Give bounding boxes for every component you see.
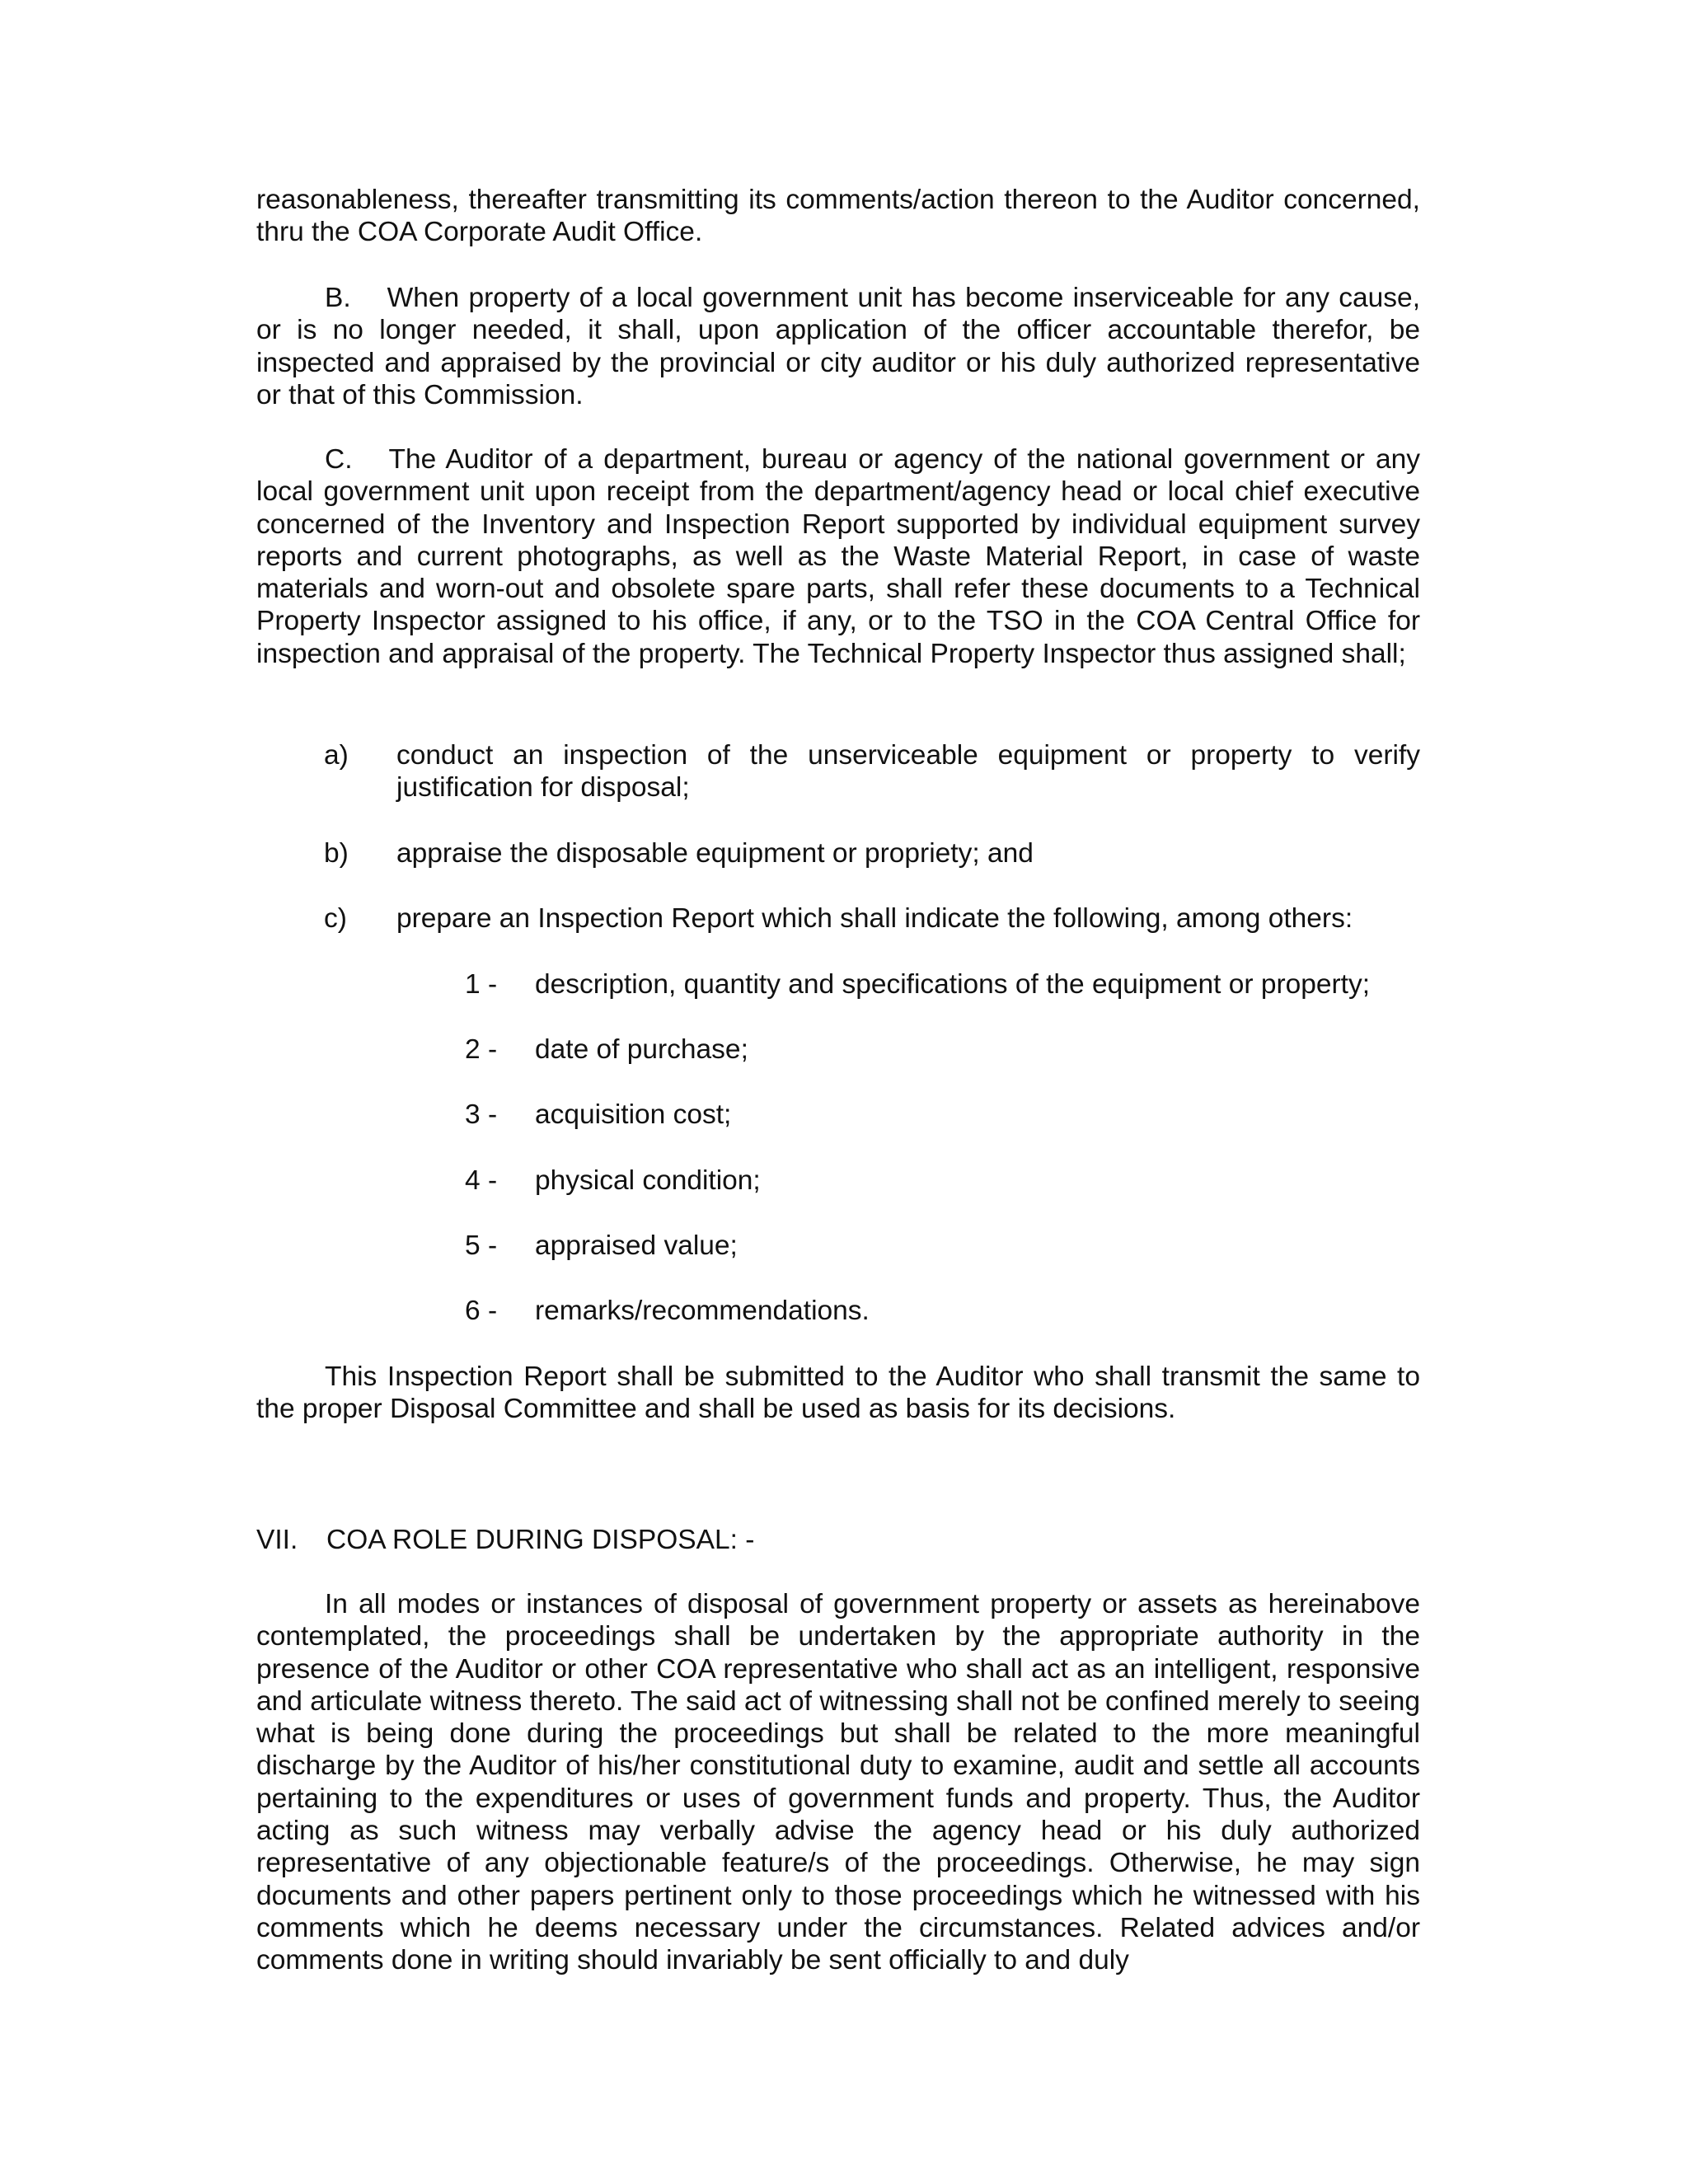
numbered-item-label: 5 - — [465, 1230, 498, 1261]
lettered-item-label: a) — [324, 740, 349, 771]
inspection-report-text: This Inspection Report shall be submitted to the Auditor who shall transmit the same to the proper Disposal Committee and shall be used as basis for its decisions. — [256, 1361, 1420, 1425]
paragraph-c-label: C. — [325, 444, 353, 475]
numbered-item-label: 2 - — [465, 1034, 498, 1065]
section-vii-heading — [256, 1524, 1420, 1556]
paragraph-b-label: B. — [325, 283, 351, 313]
numbered-item-label: 3 - — [465, 1099, 498, 1130]
section-number: VII. — [256, 1525, 298, 1555]
numbered-item-label: 4 - — [465, 1165, 498, 1196]
numbered-item-text: physical condition; — [535, 1165, 761, 1196]
numbered-item-label: 1 - — [465, 969, 498, 1000]
paragraph-b-text: When property of a local government unit has become inserviceable for any cause, or is no longer needed, it shall, upon application of the officer accountable therefor, be inspected and appraised by the provincial or city auditor or his duly authorized representative or that of this Commission. — [256, 283, 1420, 410]
section-title: COA ROLE DURING DISPOSAL: - — [326, 1525, 755, 1555]
numbered-item-text: remarks/recommendations. — [535, 1296, 870, 1326]
numbered-item-text: acquisition cost; — [535, 1099, 732, 1130]
numbered-item-text: appraised value; — [535, 1230, 738, 1261]
lettered-item-label: b) — [324, 838, 349, 869]
numbered-item-text: description, quantity and specifications of the equipment or property; — [535, 969, 1371, 1000]
numbered-item-label: 6 - — [465, 1296, 498, 1326]
lettered-item-label: c) — [324, 903, 347, 934]
paragraph-c-text: The Auditor of a department, bureau or agency of the national government or any local government unit upon receipt from the department/agency head or local chief executive concerned of the Inventory and Inspection Report supported by individual equipment survey reports and current photographs, as well as the Waste Material Report, in case of waste materials and worn-out and obsolete spare parts, shall refer these documents to a Technical Property Inspector assigned to his office, if any, or to the TSO in the COA Central Office for inspection and appraisal of the property. The Technical Property Inspector thus assigned shall; — [256, 444, 1420, 669]
lettered-item-text: appraise the disposable equipment or propriety; and — [396, 838, 1034, 869]
inspection-report-paragraph — [256, 1361, 1420, 1426]
paragraph-c — [256, 443, 1420, 670]
numbered-item-text: date of purchase; — [535, 1034, 748, 1065]
section-vii-body-text: In all modes or instances of disposal of government property or assets as hereinabove contemplated, the proceedings shall be undertaken by the appropriate authority in the presence of the Auditor or other COA representative who shall act as an intelligent, responsive and articulate witness thereto. The said act of witnessing shall not be confined merely to seeing what is being done during the proceedings but shall be related to the more meaningful discharge by the Auditor of his/her constitutional duty to examine, audit and settle all accounts pertaining to the expenditures or uses of government funds and property. Thus, the Auditor acting as such witness may verbally advise the agency head or his duly authorized representative of any objectionable feature/s of the proceedings. Otherwise, he may sign documents and other papers pertinent only to those proceedings which he witnessed with his comments which he deems necessary under the circumstances. Related advices and/or comments done in writing should invariably be sent officially to and duly — [256, 1589, 1420, 1976]
section-vii-body — [256, 1588, 1420, 1977]
lettered-item-text: prepare an Inspection Report which shall indicate the following, among others: — [396, 903, 1353, 934]
continuation-paragraph: reasonableness, thereafter transmitting its comments/action thereon to the Auditor concerned, thru the COA Corporate Audit Office. — [256, 185, 1420, 248]
lettered-item-text: conduct an inspection of the unserviceable equipment or property to verify justification for disposal; — [396, 740, 1420, 804]
paragraph-b — [256, 282, 1420, 411]
